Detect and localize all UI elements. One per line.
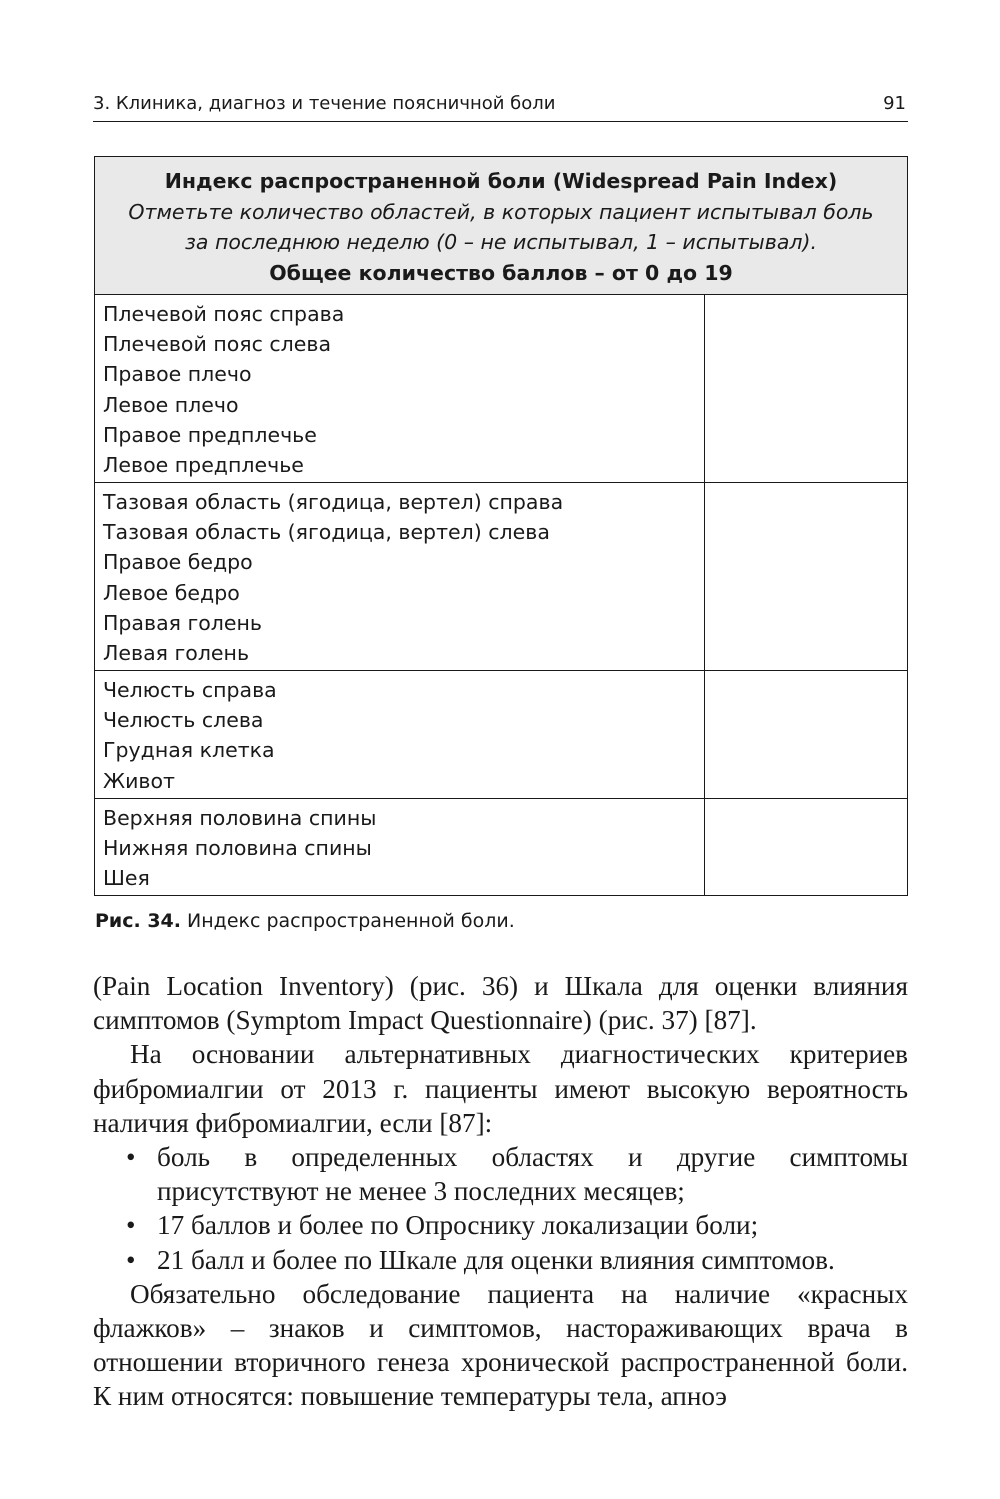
table-header-row <box>95 157 908 295</box>
region-item: Живот <box>103 768 175 793</box>
paragraph: На основании альтернативных диагностических критериев фибромиалгии от 2013 г. пациенты имеют высокую вероятность наличия фибромиалгии, если [87]: <box>93 1039 908 1138</box>
region-item: Плечевой пояс слева <box>103 332 332 357</box>
list-item <box>93 1140 908 1208</box>
paragraph: (Pain Location Inventory) (рис. 36) и Шкала для оценки влияния симптомов (Symptom Impact Questionnaire) (рис. 37) [87]. <box>93 971 908 1036</box>
table-total-score: Общее количество баллов – от 0 до 19 <box>269 260 733 285</box>
bullet-icon: • <box>126 1142 136 1173</box>
table-instruction-line-1: Отметьте количество областей, в которых пациент испытывал боль <box>128 199 874 224</box>
list-item <box>93 1208 908 1242</box>
region-item: Правое предплечье <box>103 422 317 447</box>
region-item: Левая голень <box>103 641 250 666</box>
list-item <box>93 1243 908 1277</box>
running-head <box>93 91 908 122</box>
region-item: Тазовая область (ягодица, вертел) слева <box>103 520 550 545</box>
region-item: Левое предплечье <box>103 453 304 478</box>
figure-caption <box>95 910 515 932</box>
region-item: Челюсть слева <box>103 708 264 733</box>
table-row <box>95 799 908 896</box>
bullet-icon: • <box>126 1244 136 1275</box>
table-row <box>95 295 908 483</box>
region-group-lower-limbs <box>95 483 705 671</box>
body-text <box>93 969 908 1414</box>
list-item-text: боль в определенных областях и другие симптомы присутствуют не менее 3 последних месяцев; <box>157 1142 908 1207</box>
bullet-icon: • <box>126 1210 136 1241</box>
region-group-back-neck <box>95 799 705 896</box>
running-head-title: 3. Клиника, диагноз и течение поясничной боли <box>93 93 556 114</box>
region-item: Тазовая область (ягодица, вертел) справа <box>103 490 564 514</box>
region-item: Шея <box>103 866 150 891</box>
region-item: Правое бедро <box>103 550 253 575</box>
table-title: Индекс распространенной боли (Widespread Pain Index) <box>164 169 838 193</box>
region-item: Верхняя половина спины <box>103 806 377 830</box>
page-number: 91 <box>883 93 906 114</box>
table-row <box>95 671 908 799</box>
table-instruction-line-2: за последнюю неделю (0 – не испытывал, 1 – испытывал). <box>184 230 818 254</box>
score-cell <box>705 295 908 483</box>
region-item: Правое плечо <box>103 362 252 387</box>
paragraph: Обязательно обследование пациента на наличие «красных флажков» – знаков и симптомов, настораживающих врача в отношении вторичного генеза хронической распространенной боли. К ним относятся: повышение температуры тела, апноэ <box>93 1278 908 1412</box>
widespread-pain-index-table <box>94 156 908 896</box>
region-item: Правая голень <box>103 610 262 635</box>
table-header-cell <box>95 157 908 295</box>
region-group-upper-limbs <box>95 295 705 483</box>
criteria-list <box>93 1140 908 1277</box>
score-cell <box>705 483 908 671</box>
region-item: Грудная клетка <box>103 738 275 763</box>
region-item: Нижняя половина спины <box>103 836 372 861</box>
figure-caption-label: Рис. 34. <box>95 910 181 932</box>
list-item-text: 21 балл и более по Шкале для оценки влияния симптомов. <box>157 1244 835 1275</box>
region-group-jaw-chest <box>95 671 705 799</box>
region-item: Левое плечо <box>103 392 239 417</box>
region-item: Левое бедро <box>103 580 240 605</box>
score-cell <box>705 671 908 799</box>
list-item-text: 17 баллов и более по Опроснику локализации боли; <box>157 1210 759 1241</box>
table-row <box>95 483 908 671</box>
region-item: Плечевой пояс справа <box>103 302 345 326</box>
figure-caption-text: Индекс распространенной боли. <box>187 910 515 932</box>
region-item: Челюсть справа <box>103 678 277 702</box>
score-cell <box>705 799 908 896</box>
